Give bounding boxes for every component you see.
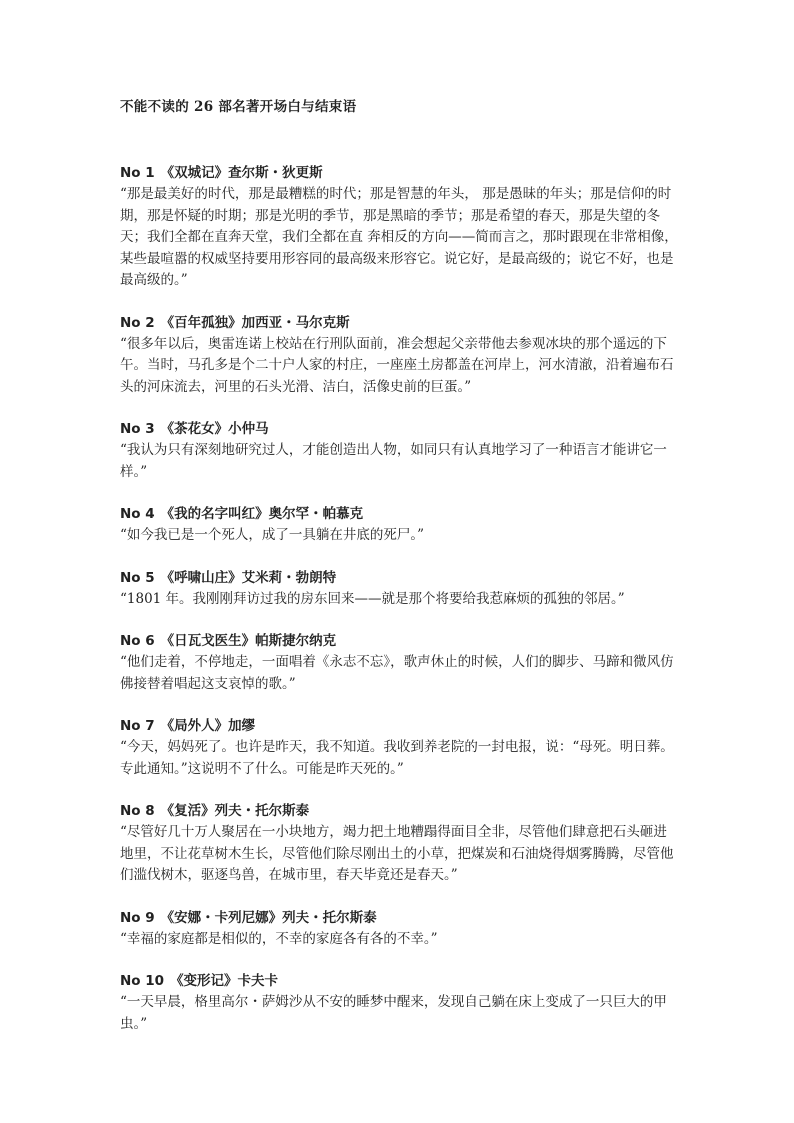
entry-work: 《变形记》卡夫卡 <box>170 973 279 989</box>
entry-work: 《百年孤独》加西亚・马尔克斯 <box>160 314 350 331</box>
entry-quote: “如今我已是一个死人，成了一具躺在井底的死尸。” <box>120 527 425 543</box>
entry-heading <box>120 418 680 440</box>
entry-number: No 10 <box>120 973 165 989</box>
entry-quote: “很多年以后，奥雷连诺上校站在行刑队面前，准会想起父亲带他去参观冰块的那个遥远的下午。当时，马孔多是个二十户人家的村庄，一座座土房都盖在河岸上，河水清澈，沿着遍布石头的河床流去，河里的石头光滑、洁白，活像史前的巨蛋。” <box>120 335 674 395</box>
entry-6 <box>120 630 680 695</box>
entry-quote: “今天，妈妈死了。也许是昨天，我不知道。我收到养老院的一封电报，说：“母死。明日葬。专此通知。”这说明不了什么。可能是昨天死的。” <box>120 739 674 777</box>
document-title: 不能不读的 26 部名著开场白与结束语 <box>120 99 357 115</box>
entry-work: 《茶花女》小仲马 <box>160 421 269 437</box>
entry-10 <box>120 970 680 1035</box>
entry-quote: “1801 年。我刚刚拜访过我的房东回来——就是那个将要给我惹麻烦的孤独的邻居。” <box>120 590 625 607</box>
entry-7 <box>120 715 680 780</box>
entry-quote: “我认为只有深刻地研究过人，才能创造出人物，如同只有认真地学习了一种语言才能讲它一样。” <box>120 442 667 480</box>
entry-number: No 8 <box>120 803 155 819</box>
entry-number: No 3 <box>120 421 155 437</box>
entry-number: No 5 <box>120 569 155 586</box>
entry-work: 《双城记》查尔斯・狄更斯 <box>160 165 323 181</box>
entry-list <box>120 162 680 1055</box>
entry-4 <box>120 503 680 547</box>
entry-heading <box>120 800 680 822</box>
entry-heading <box>120 162 680 184</box>
entry-quote: “一天早晨，格里高尔・萨姆沙从不安的睡梦中醒来，发现自己躺在床上变成了一只巨大的甲虫。” <box>120 994 667 1032</box>
entry-heading <box>120 907 680 929</box>
entry-number: No 7 <box>120 718 155 734</box>
entry-heading <box>120 312 680 334</box>
entry-heading <box>120 970 680 992</box>
entry-number: No 2 <box>120 314 155 331</box>
entry-heading <box>120 630 680 652</box>
entry-quote: “幸福的家庭都是相似的，不幸的家庭各有各的不幸。” <box>120 930 438 947</box>
entry-quote: “尽管好几十万人聚居在一小块地方，竭力把土地糟蹋得面目全非，尽管他们肆意把石头砸进地里，不让花草树木生长，尽管他们除尽刚出土的小草，把煤炭和石油烧得烟雾腾腾，尽管他们滥伐树木，驱逐鸟兽，在城市里，春天毕竟还是春天。” <box>120 824 674 883</box>
entry-1 <box>120 162 680 292</box>
entry-3 <box>120 418 680 483</box>
entry-heading <box>120 503 680 525</box>
entry-number: No 4 <box>120 506 155 522</box>
entry-5 <box>120 567 680 611</box>
entry-number: No 6 <box>120 633 155 649</box>
entry-heading <box>120 715 680 737</box>
entry-work: 《我的名字叫红》奥尔罕・帕慕克 <box>160 506 364 522</box>
entry-work: 《安娜・卡列尼娜》列夫・托尔斯泰 <box>160 909 377 926</box>
entry-work: 《日瓦戈医生》帕斯捷尔纳克 <box>160 633 337 649</box>
entry-quote: “他们走着，不停地走，一面唱着《永志不忘》，歌声休止的时候，人们的脚步、马蹄和微风仿佛接替着唱起这支哀悼的歌。” <box>120 654 674 692</box>
entry-work: 《局外人》加缪 <box>160 718 256 734</box>
entry-8 <box>120 800 680 887</box>
entry-2 <box>120 312 680 399</box>
entry-9 <box>120 907 680 951</box>
entry-number: No 1 <box>120 165 155 181</box>
entry-work: 《呼啸山庄》艾米莉・勃朗特 <box>160 569 337 586</box>
entry-number: No 9 <box>120 909 155 926</box>
entry-work: 《复活》列夫・托尔斯泰 <box>160 803 310 819</box>
entry-heading <box>120 567 680 589</box>
entry-quote: “那是最美好的时代，那是最糟糕的时代；那是智慧的年头， 那是愚昧的年头；那是信仰的时期，那是怀疑的时期；那是光明的季节，那是黑暗的季节；那是希望的春天，那是失望的冬天；我们全都在直奔天堂，我们全都在直 奔相反的方向——简而言之，那时跟现在非常相像，某些最喧嚣的权威坚持要用形容同的最高级来形容它。说它好，是最高级的；说它不好，也是最高级的。” <box>120 186 678 288</box>
